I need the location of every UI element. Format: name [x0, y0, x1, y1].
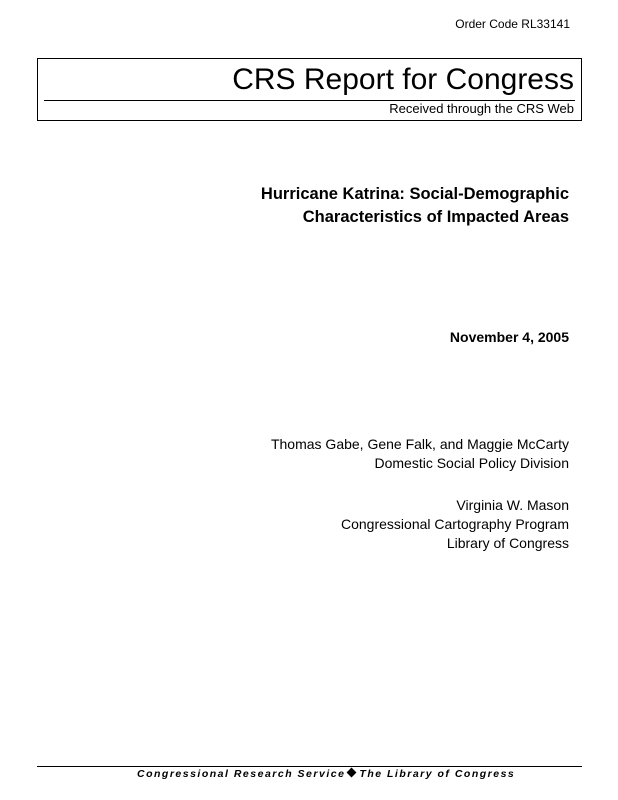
report-title-line-1: Hurricane Katrina: Social-Demographic — [260, 185, 569, 203]
report-title — [109, 183, 569, 229]
author-division: Domestic Social Policy Division — [374, 455, 569, 471]
header-subtitle: Received through the CRS Web — [389, 101, 574, 116]
report-header-box — [37, 58, 582, 121]
report-date: November 4, 2005 — [449, 329, 569, 345]
author-names: Thomas Gabe, Gene Falk, and Maggie McCarty — [270, 436, 569, 452]
contributor-name: Virginia W. Mason — [456, 497, 569, 513]
author-block — [271, 435, 569, 473]
order-code: Order Code RL33141 — [455, 17, 570, 31]
footer-left-text: Congressional Research Service — [137, 768, 346, 780]
contributor-program: Congressional Cartography Program — [341, 516, 569, 532]
footer-right-text: The Library of Congress — [359, 768, 516, 780]
header-title: CRS Report for Congress — [232, 63, 574, 96]
footer — [137, 768, 515, 780]
report-title-line-2: Characteristics of Impacted Areas — [302, 208, 569, 226]
contributor-organization: Library of Congress — [446, 535, 569, 551]
contributor-block — [341, 496, 569, 553]
footer-divider — [37, 766, 582, 767]
diamond-icon — [347, 768, 357, 778]
